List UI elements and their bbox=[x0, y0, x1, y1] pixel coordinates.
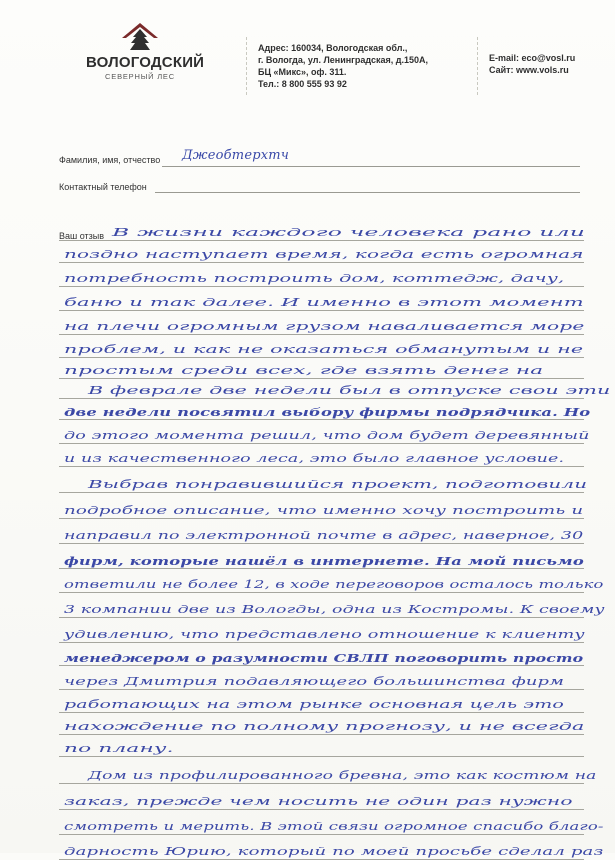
handwritten-line: смотреть и мерить. В этой связи огромное спасибо благо- bbox=[64, 820, 604, 833]
ruled-line bbox=[59, 783, 584, 784]
handwritten-line: нахождение по полному прогнозу, и не всегда bbox=[64, 720, 585, 733]
handwritten-line: баню и так далее. И именно в этот момент bbox=[64, 296, 584, 309]
handwritten-line: дарность Юрию, который по моей просьбе сделал раз bbox=[64, 845, 604, 858]
handwritten-line: В жизни каждого человека рано или bbox=[112, 226, 586, 239]
ruled-line bbox=[59, 543, 584, 544]
address-line: БЦ «Микс», оф. 311. bbox=[258, 67, 347, 77]
ruled-line bbox=[59, 518, 584, 519]
ruled-line bbox=[59, 398, 584, 399]
phone-field-line bbox=[155, 192, 580, 193]
ruled-line bbox=[59, 262, 584, 263]
handwritten-line: проблем, и как не оказаться обманутым и не bbox=[64, 343, 584, 356]
address-line: г. Вологда, ул. Ленинградская, д.150А, bbox=[258, 55, 429, 65]
ruled-line bbox=[59, 334, 584, 335]
handwritten-line: через Дмитрия подавляющего большинства фирм bbox=[64, 675, 565, 688]
handwritten-line: и из качественного леса, это было главное условие. bbox=[64, 452, 565, 465]
handwritten-line: фирм, которые нашёл в интернете. На мой письмо bbox=[64, 554, 584, 568]
handwritten-line: Выбрав понравившийся проект, подготовили bbox=[88, 478, 588, 491]
ruled-line bbox=[59, 443, 584, 444]
handwritten-line: Дом из профилированного бревна, это как костюм на bbox=[88, 769, 597, 782]
ruled-line bbox=[59, 834, 584, 835]
handwritten-line: простым среди всех, где взять денег на bbox=[64, 364, 544, 377]
handwritten-line: до этого момента решил, что дом будет деревянный bbox=[64, 429, 590, 442]
contact-block bbox=[489, 52, 575, 76]
name-handwritten-value: Джеобтерхтч bbox=[182, 148, 290, 163]
handwritten-line: направил по электронной почте в адрес, наверное, 30 bbox=[64, 529, 584, 542]
ruled-line bbox=[59, 756, 584, 757]
website-line: Сайт: www.vols.ru bbox=[489, 65, 569, 75]
ruled-line bbox=[59, 419, 584, 420]
name-field-line bbox=[162, 166, 580, 167]
handwritten-line: В феврале две недели был в отпуске свои эти bbox=[88, 384, 611, 397]
ruled-line bbox=[59, 592, 584, 593]
handwritten-line: менеджером о разумности СВЛП поговорить просто bbox=[64, 651, 584, 665]
handwritten-line: по плану. bbox=[64, 742, 174, 755]
brand-name: ВОЛОГОДСКИЙ bbox=[86, 54, 205, 71]
ruled-line bbox=[59, 286, 584, 287]
handwritten-line: удивлению, что представлено отношение к клиенту bbox=[64, 628, 585, 641]
handwritten-line: две недели посвятил выбору фирмы подрядчика. Но bbox=[64, 405, 591, 419]
handwritten-line: поздно наступает время, когда есть огромная bbox=[64, 248, 584, 261]
company-logo bbox=[86, 22, 205, 81]
ruled-line bbox=[59, 357, 584, 358]
address-block bbox=[258, 42, 428, 90]
tree-house-logo-icon bbox=[120, 22, 160, 52]
ruled-line bbox=[59, 378, 584, 379]
ruled-line bbox=[59, 689, 584, 690]
ruled-line bbox=[59, 734, 584, 735]
handwritten-line: заказ, прежде чем носить не один раз нужно bbox=[64, 795, 573, 808]
ruled-line bbox=[59, 492, 584, 493]
handwritten-line: потребность построить дом, коттедж, дачу, bbox=[64, 272, 565, 285]
ruled-line bbox=[59, 809, 584, 810]
header-divider bbox=[246, 37, 247, 95]
address-line: Адрес: 160034, Вологодская обл., bbox=[258, 43, 408, 53]
handwritten-line: работающих на этом рынке основная цель это bbox=[64, 698, 564, 711]
ruled-line bbox=[59, 466, 584, 467]
name-label: Фамилия, имя, отчество bbox=[59, 155, 161, 165]
phone-label: Контактный телефон bbox=[59, 182, 147, 192]
ruled-line bbox=[59, 617, 584, 618]
ruled-line bbox=[59, 310, 584, 311]
ruled-line bbox=[59, 712, 584, 713]
handwritten-line: на плечи огромным грузом наваливается море bbox=[64, 320, 585, 333]
header-divider bbox=[477, 37, 478, 95]
ruled-line bbox=[59, 665, 584, 666]
email-line: E-mail: eco@vosl.ru bbox=[489, 53, 576, 63]
ruled-line bbox=[59, 240, 584, 241]
handwritten-line: ответили не более 12, в ходе переговоров осталось только bbox=[64, 578, 604, 591]
handwritten-line: подробное описание, что именно хочу построить и bbox=[64, 504, 584, 517]
brand-subtitle: СЕВЕРНЫЙ ЛЕС bbox=[105, 72, 175, 81]
ruled-line bbox=[59, 642, 584, 643]
phone-line: Тел.: 8 800 555 93 92 bbox=[258, 79, 347, 89]
ruled-line bbox=[59, 568, 584, 569]
handwritten-line: 3 компании две из Вологды, одна из Костромы. К своему bbox=[64, 603, 605, 616]
review-label: Ваш отзыв bbox=[59, 231, 105, 241]
